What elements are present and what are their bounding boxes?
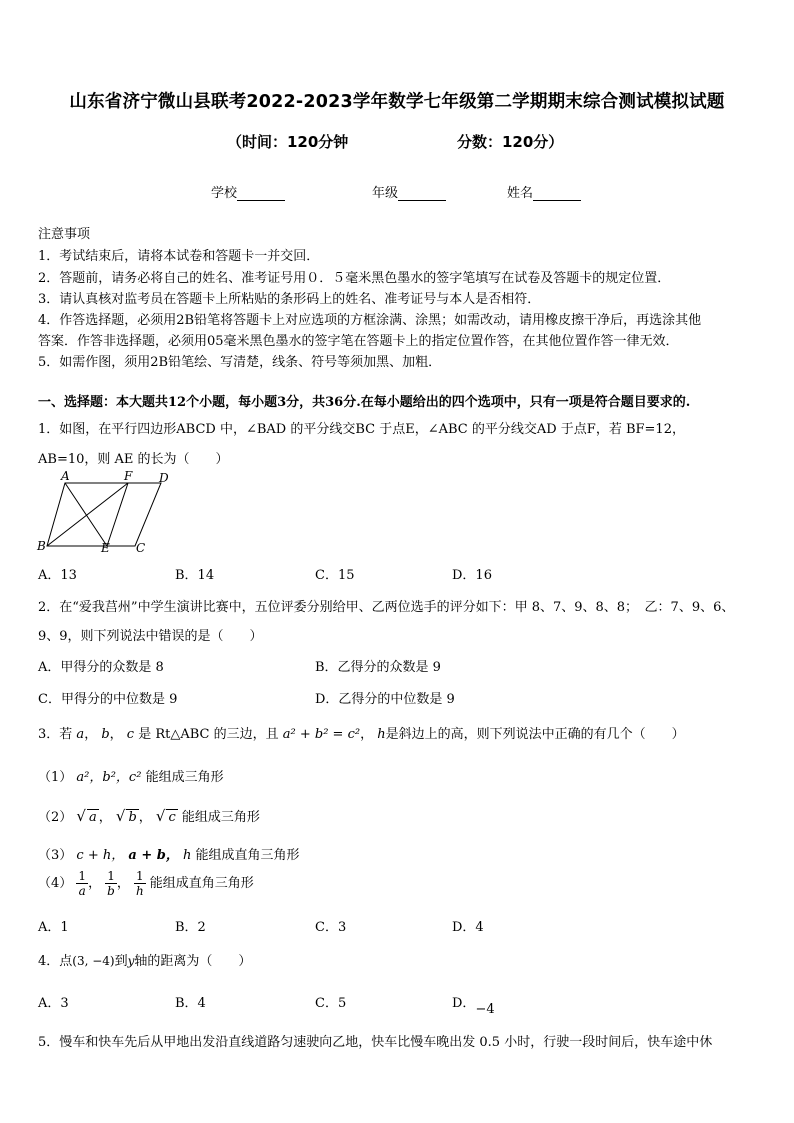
q3-statement-4: （4） $\frac{1}{a}$ ， $\frac{1}{b}$ ， $\frac{1}{h}$ 能组成直角三角形 [38, 869, 254, 898]
q1-option-b[interactable]: B．14 [175, 568, 215, 583]
q5-line1: 5．慢车和快车先后从甲地出发沿直线道路匀速驶向乙地，快车比慢车晚出发 0.5 小时，行驶一段时间后，快车途中休 [38, 1035, 713, 1050]
q1-option-d[interactable]: D．16 [452, 568, 492, 583]
section-heading: 一、选择题：本大题共12个小题，每小题3分，共36分.在每小题给出的四个选项中，只有一项是符合题目要求的. [38, 395, 691, 410]
label-d: D [159, 471, 169, 485]
q4-option-c[interactable]: C．5 [315, 996, 347, 1011]
q3-statement-1: （1） a²，b²，c² 能组成三角形 [38, 770, 224, 785]
pythagoras-equation: a² + b² = c² [282, 727, 361, 742]
q2-option-a[interactable]: A．甲得分的众数是 8 [38, 660, 164, 675]
note-item: 答案．作答非选择题，必须用05毫米黑色墨水的签字笔在答题卡上的指定位置作答，在其他位置作答一律无效． [38, 334, 679, 349]
note-item: 2．答题前，请务必将自己的姓名、准考证号用０．５毫米黑色墨水的签字笔填写在试卷及答题卡的规定位置． [38, 271, 671, 286]
name-label: 姓名 [507, 186, 534, 201]
q1-option-a[interactable]: A．13 [38, 568, 77, 583]
grade-field [372, 182, 446, 201]
q2-option-b[interactable]: B．乙得分的众数是 9 [315, 660, 441, 675]
q3-option-d[interactable]: D．4 [452, 920, 484, 935]
exam-title: 山东省济宁微山县联考2022-2023学年数学七年级第二学期期末综合测试模拟试题 [69, 92, 725, 112]
exam-time: （时间：120分钟 [227, 133, 349, 151]
label-c: C [136, 541, 146, 555]
q4-point: (3, −4) [72, 954, 115, 968]
q3-option-b[interactable]: B．2 [175, 920, 206, 935]
q2-line2: 9、9，则下列说法中错误的是（ ） [38, 629, 263, 644]
note-item: 1．考试结束后，请将本试卷和答题卡一并交回． [38, 249, 320, 264]
label-b: B [37, 539, 46, 553]
name-field [507, 182, 581, 201]
q3-statement-3: （3） c + h， a + b， h 能组成直角三角形 [38, 848, 300, 863]
note-item: 5．如需作图，须用2B铅笔绘、写清楚，线条、符号等须加黑、加粗． [38, 355, 442, 370]
note-item: 3．请认真核对监考员在答题卡上所粘贴的条形码上的姓名、准考证号与本人是否相符． [38, 292, 541, 307]
school-field [211, 182, 285, 201]
grade-label: 年级 [372, 186, 399, 201]
note-item: 4．作答选择题，必须用2B铅笔将答题卡上对应选项的方框涂满、涂黑；如需改动，请用橡皮擦干净后，再选涂其他 [38, 313, 702, 328]
q3-stem: 3．若 a， b， c 是 Rt△ABC 的三边，且 a² + b² = c²， h是斜边上的高，则下列说法中正确的有几个（ ） [38, 727, 685, 742]
q3-statement-2: （2） √ a ， √ b ， √ c 能组成三角形 [38, 807, 260, 825]
q2-line1: 2．在“爱我莒州”中学生演讲比赛中，五位评委分别给甲、乙两位选手的评分如下：甲 8、7、9、8、8； 乙：7、9、6、 [38, 600, 735, 615]
q2-option-c[interactable]: C．甲得分的中位数是 9 [38, 692, 178, 707]
name-blank [533, 186, 581, 201]
q4-option-d-value: −4 [475, 1002, 495, 1017]
q3-option-a[interactable]: A．1 [38, 920, 69, 935]
q4-option-d[interactable]: D．−4 [452, 996, 495, 1017]
exam-score: 分数：120分） [457, 133, 564, 151]
q4-option-a[interactable]: A．3 [38, 996, 69, 1011]
parallelogram-figure [35, 468, 175, 556]
label-a: A [61, 469, 70, 483]
label-f: F [124, 469, 133, 483]
fraction: $\frac{1}{h}$ [135, 869, 144, 898]
q2-option-d[interactable]: D．乙得分的中位数是 9 [315, 692, 455, 707]
fraction: $\frac{1}{a}$ [78, 869, 87, 898]
school-blank [237, 186, 285, 201]
q1-line1: 1．如图，在平行四边形ABCD 中，∠BAD 的平分线交BC 于点E，∠ABC 的平分线交AD 于点F，若 BF=12， [38, 422, 685, 437]
q4-stem: 4．点(3, −4)到y轴的距离为（ ） [38, 954, 252, 969]
q4-option-b[interactable]: B．4 [175, 996, 206, 1011]
notes-heading: 注意事项 [38, 227, 91, 242]
fraction: $\frac{1}{b}$ [107, 869, 115, 898]
q3-option-c[interactable]: C．3 [315, 920, 347, 935]
school-label: 学校 [211, 186, 238, 201]
label-e: E [101, 541, 110, 555]
q1-option-c[interactable]: C．15 [315, 568, 355, 583]
q1-line2: AB=10，则 AE 的长为（ ） [38, 452, 229, 467]
grade-blank [398, 186, 446, 201]
